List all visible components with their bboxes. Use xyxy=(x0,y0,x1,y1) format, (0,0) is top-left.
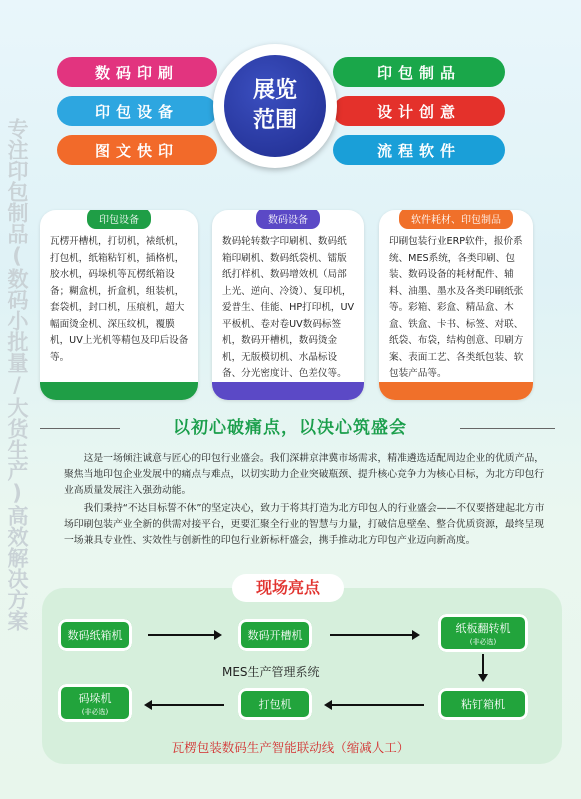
flow-arrow-4 xyxy=(326,704,424,706)
scope-pill-digital-print: 数码印刷 xyxy=(57,57,217,87)
card-packaging-equipment xyxy=(40,210,198,400)
node-board-flipper xyxy=(438,614,528,652)
card-tag: 软件耗材、印包制品 xyxy=(399,210,513,229)
highlights-title: 现场亮点 xyxy=(232,574,344,602)
node-label: 打包机 xyxy=(258,698,292,711)
node-label: 粘钉箱机 xyxy=(461,698,505,711)
node-note: (非必选) xyxy=(469,637,497,646)
node-label: 数码开槽机 xyxy=(247,629,303,642)
card-tag: 印包设备 xyxy=(87,210,151,229)
card-text: 数码轮转数字印刷机、数码纸箱印刷机、数码纸袋机、镭版纸打样机、数码增效机（局部上光、逆向、冷烫）、复印机，爱普生、佳能、HP打印机，UV平板机、卷对卷UV数码标签机，数码开槽机，数码烫金机，无版模切机、水晶标设备、分光密度计、色差仪等。 xyxy=(222,236,355,379)
flow-arrow-5 xyxy=(146,704,224,706)
hub-title-2: 范围 xyxy=(252,108,297,133)
scope-pill-equipment: 印包设备 xyxy=(57,96,217,126)
node-note: (非必选) xyxy=(81,707,109,716)
side-slogan: 专注印包制品(数码小批量/大货生产)高效解决方案 xyxy=(5,118,29,631)
node-stitcher xyxy=(438,688,528,720)
scope-hub xyxy=(224,55,326,157)
card-software-products xyxy=(379,210,533,400)
scope-pill-products: 印包制品 xyxy=(333,57,505,87)
scope-pill-design: 设计创意 xyxy=(333,96,505,126)
card-digital-equipment xyxy=(212,210,364,400)
node-label: 数码纸箱机 xyxy=(67,629,123,642)
node-label: 码垛机 xyxy=(78,691,112,705)
scope-pill-software: 流程软件 xyxy=(333,135,505,165)
node-label: 纸板翻转机 xyxy=(455,621,511,635)
card-footer-bar xyxy=(40,382,198,400)
scope-pill-quick-print: 图文快印 xyxy=(57,135,217,165)
line-caption: 瓦楞包装数码生产智能联动线（缩减人工） xyxy=(171,740,410,755)
card-text: 印刷包装行业ERP软件，报价系统、MES系统，各类印刷、包装、数码设备的耗材配件、辅料、油墨、墨水及各类印刷纸张等。彩箱、彩盒、精品盒、木盒、铁盒、卡书、标签、对联、纸袋、布袋，结构创意、印刷方案、表面工艺、各类纸包装、软包装产品等。 xyxy=(389,236,524,379)
node-palletizer xyxy=(58,684,132,722)
hub-title-1: 展览 xyxy=(252,78,297,103)
banner-rule-left xyxy=(40,428,120,429)
node-digital-carton-machine xyxy=(58,619,132,651)
card-tag: 数码设备 xyxy=(256,210,320,229)
banner-rule-right xyxy=(460,428,555,429)
card-footer-bar xyxy=(379,382,533,400)
mes-system-label: MES生产管理系统 xyxy=(222,665,320,679)
flow-arrow-1 xyxy=(148,634,220,636)
intro-paragraph-2: 我们秉持“不达目标誓不休”的坚定决心，致力于将其打造为北方印包人的行业盛会——不仅要搭建起北方市场印刷包装产业全新的供需对接平台，更要汇聚全行业的智慧与力量，打破信息壁垒、整合优质资源，最终呈现一场兼具专业性、实效性与创新性的印包行业新标杆盛会，携手推动北方印包产业迈向新高度。 xyxy=(64,503,545,546)
node-strapping-machine xyxy=(238,688,312,720)
card-footer-bar xyxy=(212,382,364,400)
banner-slogan: 以初心破痛点，以决心筑盛会 xyxy=(173,418,407,438)
flow-arrow-3 xyxy=(482,654,484,680)
card-text: 瓦楞开槽机，打切机，裱纸机，打包机，纸箱粘钉机，插格机，胶水机，码垛机等瓦楞纸箱设备；糊盒机，折盒机，组装机，套袋机，封口机，压痕机，超大幅面烫金机、深压纹机，覆膜机，UV上光机等精包及印后设备等。 xyxy=(50,236,189,363)
intro-paragraph-1: 这是一场倾注诚意与匠心的印包行业盛会。我们深耕京津冀市场需求，精准遴选适配周边企业的优质产品，聚焦当地印包企业发展中的痛点与难点，以切实助力企业突破瓶颈、提升核心竞争力为核心目标，为北方印包行业高质量发展注入强劲动能。 xyxy=(64,453,545,496)
flow-arrow-2 xyxy=(330,634,418,636)
node-digital-slotter xyxy=(238,619,312,651)
